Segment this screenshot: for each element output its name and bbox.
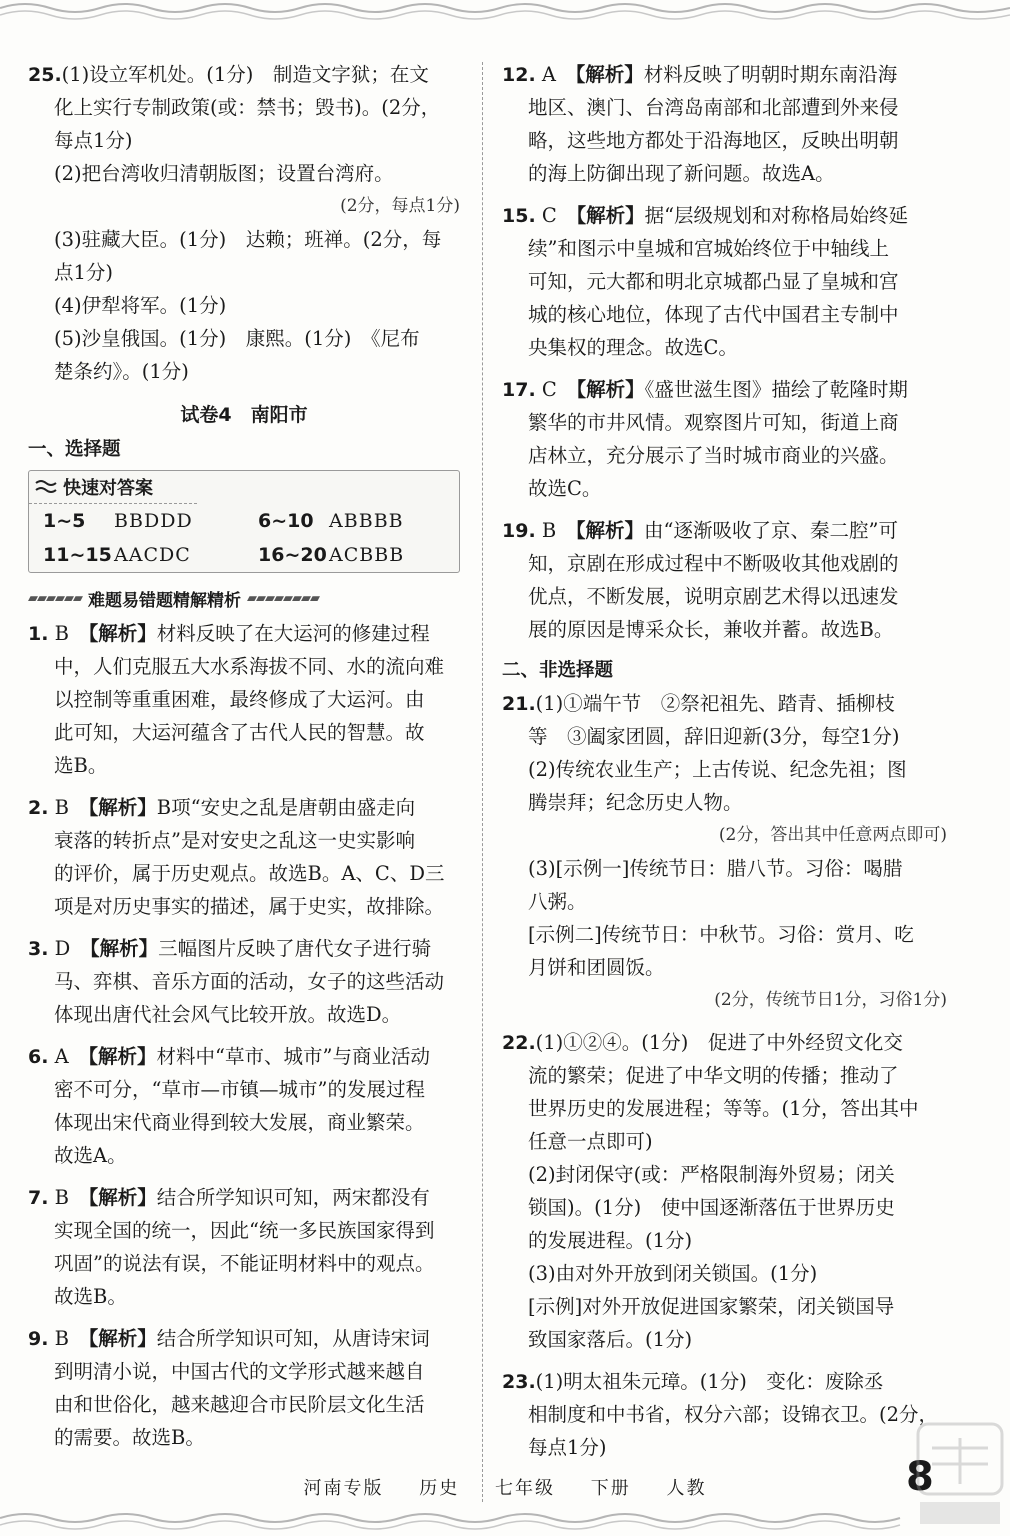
analysis-banner xyxy=(28,583,460,613)
quick-answer-header xyxy=(29,471,197,504)
answer-item: 15. C 【解析】据“层级规划和对称格局始终延 续”和图示中皇城和宫城始终位于中轴线上 可知，元大都和明北京城都凸显了皇城和宫 城的核心地位，体现了古代中国君主专制中 央集权的理念。故选C。 xyxy=(502,204,909,359)
quick-answer-row: 1~5 BBDDD 6~10 ABBBB xyxy=(43,510,404,532)
quick-answer-box xyxy=(28,470,460,573)
answer-item: 6. A 【解析】材料中“草市、城市”与商业活动 密不可分，“草市—市镇—城市”的发展过程 体现出宋代商业得到较大发展，商业繁荣。 故选A。 xyxy=(28,1045,430,1167)
answer-item: 12. A 【解析】材料反映了明朝时期东南沿海 地区、澳门、台湾岛南部和北部遭到外来侵 略，这些地方都处于沿海地区，反映出明朝 的海上防御出现了新问题。故选A。 xyxy=(502,63,899,185)
answer-21: 21.(1)①端午节 ②祭祀祖先、踏青、插柳枝 等 ③阖家团圆，辞旧迎新(3分，每空1分) (2)传统农业生产；上古传说、纪念先祖；图 腾崇拜；纪念历史人物。 (2分，答出其中任意两点即可) (3)[示例一]传统节日：腊八节。习俗：喝腊 八粥。 [示例二]传统节日：中秋节。习俗：赏月、吃 月饼和团圆饭。 (2分，传统节日1分，习俗1分) xyxy=(502,692,947,1010)
question-number: 25. xyxy=(28,64,62,86)
top-wave-decoration xyxy=(0,0,1010,26)
answer-item: 19. B 【解析】由“逐渐吸收了京、秦二腔”可 知，京剧在形成过程中不断吸收其他戏剧的 优点，不断发展，说明京剧艺术得以迅速发 展的原因是博采众长，兼收并蓄。故选B。 xyxy=(502,519,899,641)
section-title-choice: 一、选择题 xyxy=(28,439,121,460)
stripe-decoration: ▰▰▰▰▰▰▰▰ xyxy=(247,590,319,606)
answer-item: 3. D 【解析】三幅图片反映了唐代女子进行骑 马、弈棋、音乐方面的活动，女子的这些活动 体现出唐代社会风气比较开放。故选D。 xyxy=(28,937,445,1026)
footer-subject: 历史 xyxy=(419,1478,460,1499)
right-column xyxy=(502,58,947,1473)
section-title-nonchoice: 二、非选择题 xyxy=(502,660,614,681)
paper-title: 试卷4 南阳市 xyxy=(180,404,308,426)
left-column xyxy=(28,58,460,1463)
answer-item: 2. B 【解析】B项“安史之乱是唐朝由盛走向 衰落的转折点”是对安史之乱这一史实影响 的评价，属于历史观点。故选B。A、C、D三 项是对历史事实的描述，属于史实，故排除。 xyxy=(28,796,445,918)
page-footer xyxy=(0,1474,1010,1500)
footer-edition: 河南专版 xyxy=(303,1478,384,1499)
answer-item: 7. B 【解析】结合所学知识可知，两宋都没有 实现全国的统一，因此“统一多民族国家得到 巩固”的说法有误，不能证明材料中的观点。 故选B。 xyxy=(28,1186,435,1308)
quick-answer-title: 快速对答案 xyxy=(63,478,153,499)
answer-22: 22.(1)①②④。(1分) 促进了中外经贸文化交 流的繁荣；促进了中华文明的传播；推动了 世界历史的发展进程；等等。(1分，答出其中 任意一点即可) (2)封闭保守(或：严格限制海外贸易；闭关 锁国)。(1分) 使中国逐渐落伍于世界历史 的发展进程。(1分) (3)由对外开放到闭关锁国。(1分) [示例]对外开放促进国家繁荣，闭关锁国导 致国家落后。(1分) xyxy=(502,1031,919,1351)
bottom-wave-decoration xyxy=(0,1508,1010,1534)
analysis-banner-title: 难题易错题精解精析 xyxy=(88,590,241,611)
answer-25: 25.(1)设立军机处。(1分) 制造文字狱；在文 化上实行专制政策(或：禁书；毁书)。(2分， 每点1分) (2)把台湾收归清朝版图；设置台湾府。 (2分，每点1分) (3)驻藏大臣。(1分) 达赖；班禅。(2分，每 点1分) (4)伊犁将军。(1分) (5)沙皇俄国。(1分) 康熙。(1分) 《尼布 楚条约》。(1分) xyxy=(28,63,460,383)
answer-item: 17. C 【解析】《盛世滋生图》描绘了乾隆时期 繁华的市井风情。观察图片可知，街道上商 店林立，充分展示了当时城市商业的兴盛。 故选C。 xyxy=(502,378,908,500)
page-number: 8 xyxy=(906,1454,934,1500)
quick-answer-row: 11~15 AACDC 16~20 ACBBB xyxy=(43,544,405,566)
footer-grade: 七年级 xyxy=(495,1478,555,1499)
wave-lines-icon xyxy=(35,478,57,496)
answer-item: 9. B 【解析】结合所学知识可知，从唐诗宋词 到明清小说，中国古代的文学形式越来越自 由和世俗化，越来越迎合市民阶层文化生活 的需要。故选B。 xyxy=(28,1327,430,1449)
column-divider xyxy=(482,62,483,1502)
answer-23: 23.(1)明太祖朱元璋。(1分) 变化：废除丞 相制度和中书省，权分六部；设锦衣卫。(2分， 每点1分) xyxy=(502,1370,939,1459)
footer-publisher: 人教 xyxy=(666,1478,707,1499)
answer-item: 1. B 【解析】材料反映了在大运河的修建过程 中，人们克服五大水系海拔不同、水的流向难 以控制等重重困难，最终修成了大运河。由 此可知，大运河蕴含了古代人民的智慧。故 选B。 xyxy=(28,622,445,777)
stripe-decoration: ▰▰▰▰▰▰ xyxy=(28,590,82,606)
footer-volume: 下册 xyxy=(590,1478,631,1499)
